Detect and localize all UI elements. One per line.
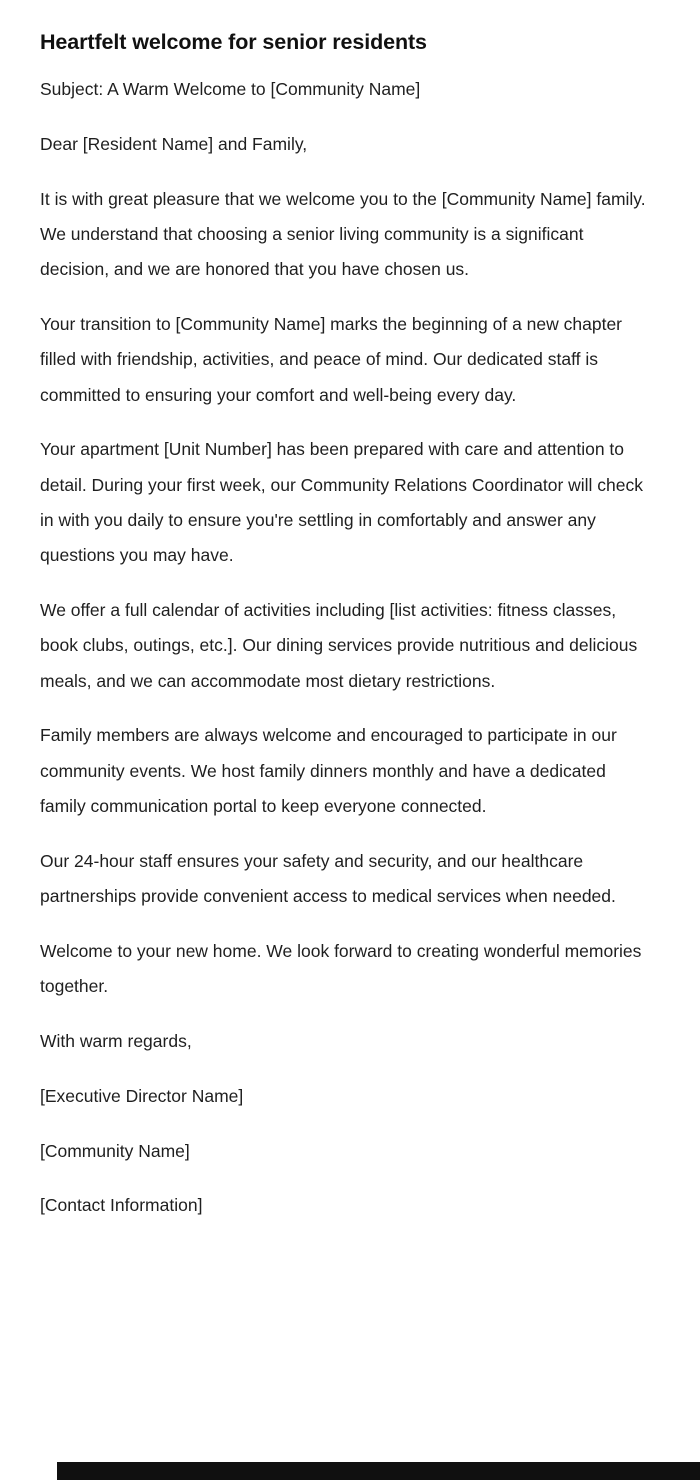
page-title: Heartfelt welcome for senior residents (40, 30, 427, 54)
letter-paragraph: Your transition to [Community Name] marks the beginning of a new chapter filled with friendship, activities, and peace of mind. Our dedicated staff is committed to ensuring your comfort and well-being every day. (40, 313, 623, 405)
subject-line: Subject: A Warm Welcome to [Community Name] (40, 79, 421, 99)
signature-line: [Community Name] (40, 1140, 190, 1161)
letter-paragraph: Welcome to your new home. We look forward to creating wonderful memories together. (40, 940, 642, 997)
letter-paragraph: Our 24-hour staff ensures your safety and security, and our healthcare partnerships provide convenient access to medical services when needed. (40, 850, 616, 907)
salutation: Dear [Resident Name] and Family, (40, 133, 308, 154)
signature-line: [Contact Information] (40, 1195, 203, 1216)
signature-line: [Executive Director Name] (40, 1085, 244, 1106)
signature-block (40, 1079, 654, 1224)
letter-paragraph: Family members are always welcome and encouraged to participate in our community events. We host family dinners monthly and have a dedicated family communication portal to keep everyone connected. (40, 725, 617, 817)
letter-paragraph: Your apartment [Unit Number] has been prepared with care and attention to detail. During your first week, our Community Relations Coordinator will check in with you daily to ensure you're settling in comfortably and answer any questions you may have. (40, 439, 644, 566)
cut-off-bottom-bar (57, 1462, 700, 1480)
closing: With warm regards, (40, 1031, 192, 1052)
letter-paragraph: We offer a full calendar of activities including [list activities: fitness classes, book clubs, outings, etc.]. Our dining services provide nutritious and delicious meals, and we can accommodate most dietary restrictions. (40, 600, 638, 691)
letter-paragraph: It is with great pleasure that we welcome you to the [Community Name] family. We understand that choosing a senior living community is a significant decision, and we are honored that you have chosen us. (40, 188, 646, 280)
letter-body (40, 182, 654, 1005)
